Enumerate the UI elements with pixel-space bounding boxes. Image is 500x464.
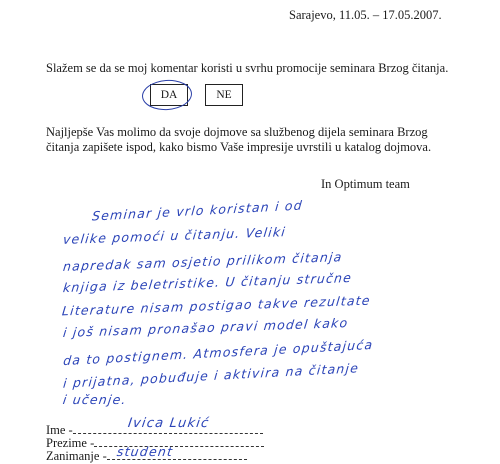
yes-option[interactable]: DA [150, 84, 188, 106]
comment-line: Literature nisam postigao takve rezultate [61, 292, 372, 319]
comment-line: i još nisam pronašao pravi model kako [62, 314, 350, 341]
date-location: Sarajevo, 11.05. – 17.05.2007. [289, 8, 442, 22]
surname-label: Prezime - [46, 436, 95, 450]
comment-line: knjiga iz beletristike. U čitanju stručne [62, 269, 353, 296]
occupation-value: student [115, 444, 175, 459]
request-line-2: čitanja zapišete ispod, kako bismo Vaše impresije uvrstili u katalog dojmova. [46, 140, 432, 154]
comment-line: Seminar je vrlo koristan i od [91, 197, 304, 224]
name-value: Ivica Lukić [126, 416, 211, 431]
no-option[interactable]: NE [205, 84, 243, 106]
comment-line: i učenje. [61, 392, 128, 407]
name-label: Ime - [46, 423, 73, 437]
request-line-1: Najljepše Vas molimo da svoje dojmove sa službenog dijela seminara Brzog [46, 125, 428, 139]
yes-selection-mark [141, 78, 193, 111]
occupation-label: Zanimanje - [46, 449, 107, 463]
comment-line: velike pomoći u čitanju. Veliki [62, 224, 287, 247]
comment-line: da to postignem. Atmosfera je opuštajuća [62, 336, 374, 369]
comment-line: i prijatna, pobuđuje i aktivira na čitanje [62, 360, 360, 391]
team-signature: In Optimum team [321, 177, 410, 191]
comment-line: napredak sam osjetio prilikom čitanja [62, 249, 344, 274]
consent-statement: Slažem se da se moj komentar koristi u svrhu promocije seminara Brzog čitanja. [46, 61, 449, 75]
